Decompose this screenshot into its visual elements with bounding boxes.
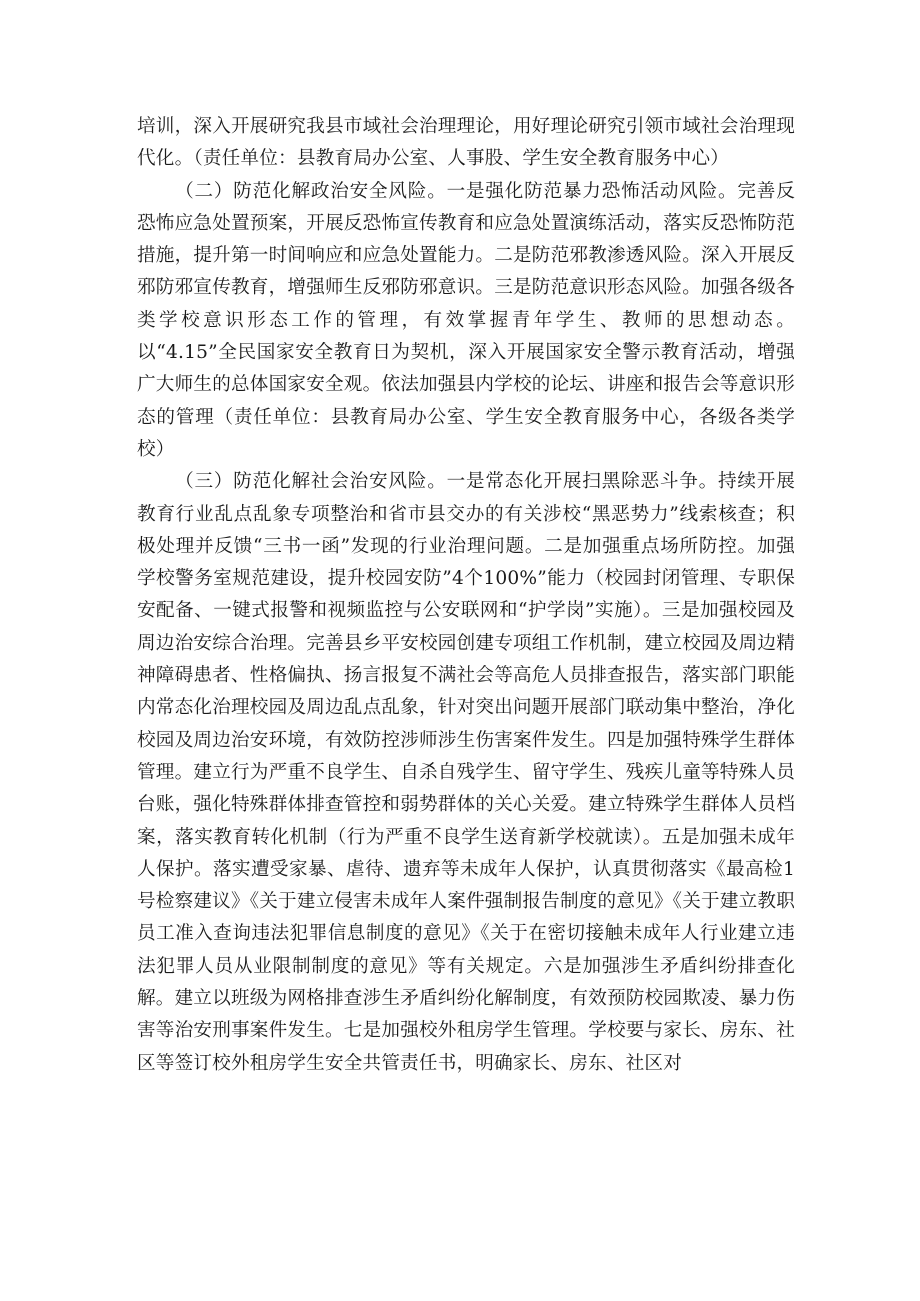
paragraph-political-security: （二）防范化解政治安全风险。一是强化防范暴力恐怖活动风险。完善反恐怖应急处置预案，开展反恐怖宣传教育和应急处置演练活动，落实反恐怖防范措施，提升第一时间响应和应急处置能力。二是防范邪教渗透风险。深入开展反邪防邪宣传教育，增强师生反邪防邪意识。三是防范意识形态风险。加强各级各类学校意识形态工作的管理，有效掌握青年学生、教师的思想动态。以“4.15”全民国家安全教育日为契机，深入开展国家安全警示教育活动，增强广大师生的总体国家安全观。依法加强县内学校的论坛、讲座和报告会等意识形态的管理（责任单位：县教育局办公室、学生安全教育服务中心，各级各类学校）: [137, 180, 795, 460]
paragraph-social-security: （三）防范化解社会治安风险。一是常态化开展扫黑除恶斗争。持续开展教育行业乱点乱象专项整治和省市县交办的有关涉校“黑恶势力”线索核查；积极处理并反馈“三书一函”发现的行业治理问题。二是加强重点场所防控。加强学校警务室规范建设，提升校园安防”4个100%”能力（校园封闭管理、专职保安配备、一键式报警和视频监控与公安联网和“护学岗”实施）。三是加强校园及周边治安综合治理。完善县乡平安校园创建专项组工作机制，建立校园及周边精神障碍患者、性格偏执、扬言报复不满社会等高危人员排查报告，落实部门职能内常态化治理校园及周边乱点乱象，针对突出问题开展部门联动集中整治，净化校园及周边治安环境，有效防控涉师涉生伤害案件发生。四是加强特殊学生群体管理。建立行为严重不良学生、自杀自残学生、留守学生、残疾儿童等特殊人员台账，强化特殊群体排查管控和弱势群体的关心关爱。建立特殊学生群体人员档案，落实教育转化机制（行为严重不良学生送育新学校就读）。五是加强未成年人保护。落实遭受家暴、虐待、遗弃等未成年人保护，认真贯彻落实《最高检1号检察建议》《关于建立侵害未成年人案件强制报告制度的意见》《关于建立教职员工准入查询违法犯罪信息制度的意见》《关于在密切接触未成年人行业建立违法犯罪人员从业限制制度的意见》等有关规定。六是加强涉生矛盾纠纷排查化解。建立以班级为网格排查涉生矛盾纠纷化解制度，有效预防校园欺凌、暴力伤害等治安刑事案件发生。七是加强校外租房学生管理。学校要与家长、房东、社区等签订校外租房学生安全共管责任书，明确家长、房东、社区对: [137, 471, 795, 1074]
paragraph-continuation: 培训，深入开展研究我县市域社会治理理论，用好理论研究引领市域社会治理现代化。（责任单位：县教育局办公室、人事股、学生安全教育服务中心）: [137, 116, 795, 170]
document-body: [137, 111, 795, 1080]
